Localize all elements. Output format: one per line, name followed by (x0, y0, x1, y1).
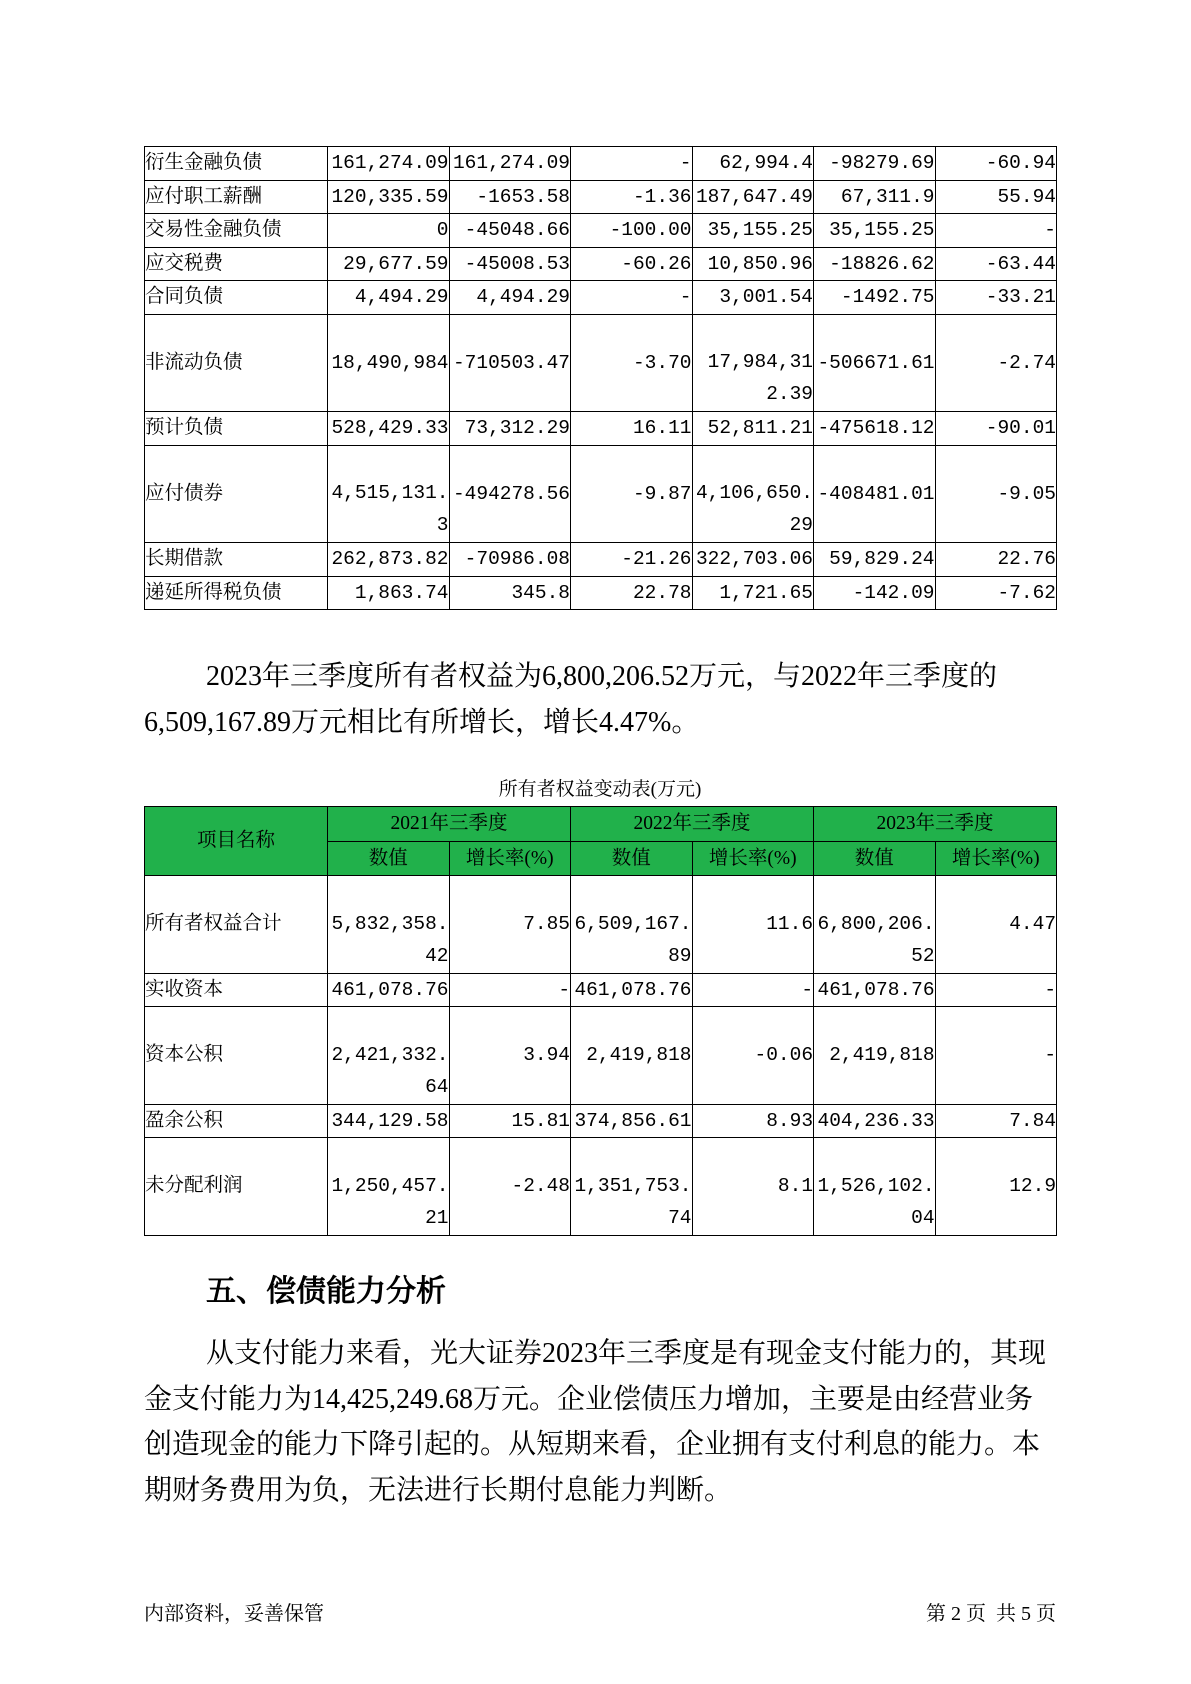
value-cell: 59,829.24 (814, 543, 936, 577)
value-header: 数值 (814, 842, 936, 876)
row-label: 合同负债 (145, 281, 328, 315)
value-cell: 55.94 (935, 180, 1057, 214)
period-header-2021: 2021年三季度 (328, 807, 571, 842)
period-header-2023: 2023年三季度 (814, 807, 1057, 842)
table-row (145, 973, 1057, 1007)
growth-rate-header: 增长率(%) (935, 842, 1057, 876)
value-cell: -3.70 (571, 314, 693, 412)
growth-rate-header: 增长率(%) (692, 842, 814, 876)
value-cell: 461,078.76 (571, 973, 693, 1007)
row-label: 衍生金融负债 (145, 147, 328, 181)
table-row (145, 147, 1057, 181)
value-cell: - (571, 147, 693, 181)
value-cell: 35,155.25 (692, 214, 814, 248)
value-cell: 8.1 (692, 1138, 814, 1236)
value-cell: 1,721.65 (692, 576, 814, 610)
value-header: 数值 (328, 842, 450, 876)
value-cell: 120,335.59 (328, 180, 450, 214)
value-cell: -70986.08 (449, 543, 571, 577)
table-row (145, 412, 1057, 446)
value-cell: -408481.01 (814, 445, 936, 543)
value-cell: 461,078.76 (814, 973, 936, 1007)
row-label: 非流动负债 (145, 314, 328, 412)
table-row (145, 314, 1057, 412)
page-footer (144, 1602, 1056, 1626)
section-heading: 五、偿债能力分析 (206, 1275, 446, 1308)
row-label: 应付职工薪酬 (145, 180, 328, 214)
value-cell: 4,494.29 (328, 281, 450, 315)
row-label: 应付债券 (145, 445, 328, 543)
value-cell: 6,800,206.52 (814, 876, 936, 974)
value-cell: 3,001.54 (692, 281, 814, 315)
value-cell: 5,832,358.42 (328, 876, 450, 974)
value-cell: -142.09 (814, 576, 936, 610)
value-cell: -475618.12 (814, 412, 936, 446)
value-cell: -710503.47 (449, 314, 571, 412)
value-cell: 3.94 (449, 1007, 571, 1105)
value-cell: -18826.62 (814, 247, 936, 281)
value-cell: 2,419,818 (814, 1007, 936, 1105)
value-cell: -1653.58 (449, 180, 571, 214)
value-cell: -45008.53 (449, 247, 571, 281)
value-cell: 16.11 (571, 412, 693, 446)
value-cell: 161,274.09 (328, 147, 450, 181)
table-row (145, 576, 1057, 610)
value-cell: 73,312.29 (449, 412, 571, 446)
period-header-2022: 2022年三季度 (571, 807, 814, 842)
table-caption: 所有者权益变动表(万元) (498, 779, 702, 800)
value-cell: - (935, 973, 1057, 1007)
value-cell: 404,236.33 (814, 1104, 936, 1138)
value-cell: -90.01 (935, 412, 1057, 446)
value-cell: 344,129.58 (328, 1104, 450, 1138)
table-row (145, 1138, 1057, 1236)
equity-change-table (144, 806, 1057, 1236)
value-cell: -21.26 (571, 543, 693, 577)
value-cell: -100.00 (571, 214, 693, 248)
value-cell: 10,850.96 (692, 247, 814, 281)
value-cell: 528,429.33 (328, 412, 450, 446)
value-cell: 4,106,650.29 (692, 445, 814, 543)
value-cell: 345.8 (449, 576, 571, 610)
value-cell: -2.74 (935, 314, 1057, 412)
value-cell: 1,250,457.21 (328, 1138, 450, 1236)
value-cell: 322,703.06 (692, 543, 814, 577)
value-cell: -60.94 (935, 147, 1057, 181)
row-label: 预计负债 (145, 412, 328, 446)
value-cell: 161,274.09 (449, 147, 571, 181)
value-cell: -9.05 (935, 445, 1057, 543)
value-cell: 1,526,102.04 (814, 1138, 936, 1236)
table-row (145, 1104, 1057, 1138)
value-cell: -9.87 (571, 445, 693, 543)
value-cell: 1,351,753.74 (571, 1138, 693, 1236)
table-row (145, 247, 1057, 281)
value-cell: - (449, 973, 571, 1007)
value-cell: -1.36 (571, 180, 693, 214)
value-cell: 262,873.82 (328, 543, 450, 577)
value-cell: 0 (328, 214, 450, 248)
table-row (145, 445, 1057, 543)
value-cell: 1,863.74 (328, 576, 450, 610)
page-number: 第 2 页 共 5 页 (926, 1603, 1056, 1625)
value-cell: -0.06 (692, 1007, 814, 1105)
table-row (145, 543, 1057, 577)
value-cell: 2,421,332.64 (328, 1007, 450, 1105)
value-cell: 4,494.29 (449, 281, 571, 315)
value-cell: 15.81 (449, 1104, 571, 1138)
footer-note: 内部资料，妥善保管 (144, 1603, 324, 1625)
table-row (145, 1007, 1057, 1105)
value-cell: 17,984,312.39 (692, 314, 814, 412)
table-row (145, 281, 1057, 315)
value-cell: 12.9 (935, 1138, 1057, 1236)
value-cell: 52,811.21 (692, 412, 814, 446)
value-cell: -63.44 (935, 247, 1057, 281)
value-cell: -33.21 (935, 281, 1057, 315)
value-cell: -60.26 (571, 247, 693, 281)
value-cell: 187,647.49 (692, 180, 814, 214)
table-row (145, 214, 1057, 248)
row-label: 未分配利润 (145, 1138, 328, 1236)
value-cell: - (571, 281, 693, 315)
equity-summary-paragraph: 2023年三季度所有者权益为6,800,206.52万元，与2022年三季度的6,509,167.89万元相比有所增长，增长4.47%。 (144, 661, 998, 738)
value-cell: 22.76 (935, 543, 1057, 577)
row-label: 长期借款 (145, 543, 328, 577)
value-cell: -1492.75 (814, 281, 936, 315)
row-label: 应交税费 (145, 247, 328, 281)
value-cell: -506671.61 (814, 314, 936, 412)
value-cell: -7.62 (935, 576, 1057, 610)
value-cell: -494278.56 (449, 445, 571, 543)
header-row (145, 807, 1057, 842)
table-row (145, 876, 1057, 974)
value-cell: - (935, 1007, 1057, 1105)
value-cell: 62,994.4 (692, 147, 814, 181)
value-cell: 35,155.25 (814, 214, 936, 248)
value-cell: 18,490,984 (328, 314, 450, 412)
liabilities-table (144, 146, 1057, 610)
value-cell: 11.6 (692, 876, 814, 974)
value-cell: 29,677.59 (328, 247, 450, 281)
value-cell: 4,515,131.3 (328, 445, 450, 543)
value-cell: 2,419,818 (571, 1007, 693, 1105)
row-label: 实收资本 (145, 973, 328, 1007)
value-cell: 22.78 (571, 576, 693, 610)
row-label: 交易性金融负债 (145, 214, 328, 248)
table-row (145, 180, 1057, 214)
value-cell: 4.47 (935, 876, 1057, 974)
value-cell: -98279.69 (814, 147, 936, 181)
row-label: 递延所得税负债 (145, 576, 328, 610)
value-cell: -45048.66 (449, 214, 571, 248)
row-label: 盈余公积 (145, 1104, 328, 1138)
value-header: 数值 (571, 842, 693, 876)
value-cell: -2.48 (449, 1138, 571, 1236)
value-cell: 8.93 (692, 1104, 814, 1138)
value-cell: 461,078.76 (328, 973, 450, 1007)
solvency-paragraph: 从支付能力来看，光大证券2023年三季度是有现金支付能力的，其现金支付能力为14,425,249.68万元。企业偿债压力增加，主要是由经营业务创造现金的能力下降引起的。从短期来看，企业拥有支付利息的能力。本期财务费用为负，无法进行长期付息能力判断。 (144, 1338, 1047, 1506)
growth-rate-header: 增长率(%) (449, 842, 571, 876)
value-cell: - (692, 973, 814, 1007)
value-cell: 374,856.61 (571, 1104, 693, 1138)
value-cell: 7.84 (935, 1104, 1057, 1138)
value-cell: 7.85 (449, 876, 571, 974)
value-cell: 67,311.9 (814, 180, 936, 214)
value-cell: 6,509,167.89 (571, 876, 693, 974)
value-cell: - (935, 214, 1057, 248)
item-name-header: 项目名称 (145, 807, 328, 876)
row-label: 资本公积 (145, 1007, 328, 1105)
row-label: 所有者权益合计 (145, 876, 328, 974)
